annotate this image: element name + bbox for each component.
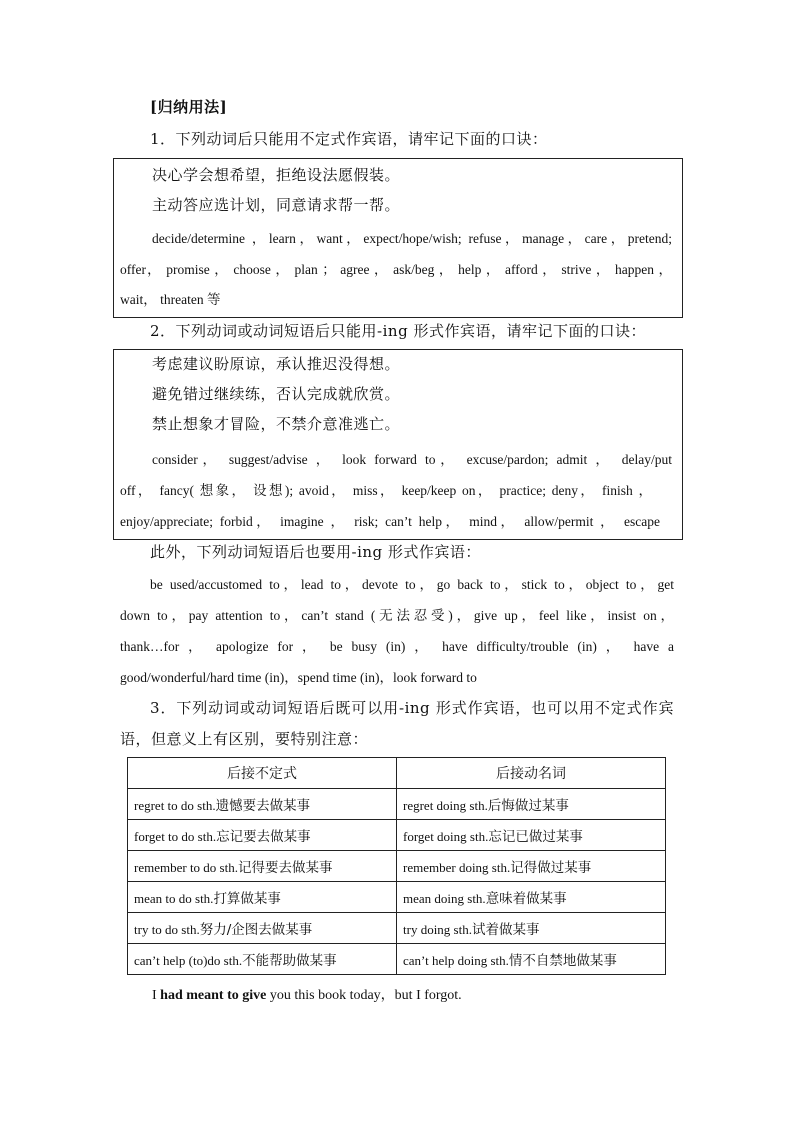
- mnemonic-line: 避免错过继续练，否认完成就欣赏。: [152, 385, 401, 403]
- table-cell: remember to do sth.记得要去做某事: [128, 851, 397, 882]
- verb-list-line: consider， suggest/advise ， look forward to， excuse/pardon; admit ， delay/put: [152, 452, 672, 467]
- section2-title: 2．下列动词或动词短语后只能用-ing 形式作宾语，请牢记下面的口诀：: [150, 322, 646, 340]
- mnemonic-line: 决心学会想希望，拒绝设法愿假装。: [152, 166, 401, 184]
- table-row: [128, 789, 666, 820]
- table-cell: mean doing sth.意味着做某事: [397, 882, 666, 913]
- table-header-infinitive: 后接不定式: [128, 758, 397, 789]
- section1-box: [113, 158, 683, 318]
- table-cell: remember doing sth.记得做过某事: [397, 851, 666, 882]
- comparison-table: [127, 757, 666, 975]
- table-header-gerund: 后接动名词: [397, 758, 666, 789]
- example-highlight: had meant to give: [160, 988, 267, 1003]
- example-sentence: I had meant to give you this book today，but I forgot.: [152, 988, 462, 1003]
- section1-title: 1．下列动词后只能用不定式作宾语，请牢记下面的口诀：: [150, 130, 548, 148]
- table-cell: forget to do sth.忘记要去做某事: [128, 820, 397, 851]
- table-row: [128, 882, 666, 913]
- table-cell: regret to do sth.遗憾要去做某事: [128, 789, 397, 820]
- verb-list-line: offer， promise ， choose ， plan ； agree ， ask/beg ， help ， afford ， strive ， happen ，: [120, 262, 672, 277]
- table-cell: can’t help doing sth.情不自禁地做某事: [397, 944, 666, 975]
- table-cell: regret doing sth.后悔做过某事: [397, 789, 666, 820]
- table-row: [128, 851, 666, 882]
- extra-line: good/wonderful/hard time (in)，spend time (in)，look forward to: [120, 670, 477, 685]
- extra-line: be used/accustomed to，lead to，devote to，go back to，stick to，object to，get: [150, 577, 674, 592]
- table-row: [128, 944, 666, 975]
- table-cell: mean to do sth.打算做某事: [128, 882, 397, 913]
- section3-title: 3．下列动词或动词短语后既可以用-ing 形式作宾语，也可以用不定式作宾: [150, 699, 674, 717]
- section-heading: [归纳用法]: [150, 98, 228, 116]
- extra-intro: 此外，下列动词短语后也要用-ing 形式作宾语：: [150, 543, 481, 561]
- verb-list-line: wait， threaten 等: [120, 292, 221, 307]
- verb-list-line: off， fancy( 想象， 设想); avoid， miss， keep/keep on， practice; deny， finish ，: [120, 483, 652, 498]
- verb-list-line: enjoy/appreciate; forbid， imagine ， risk; can’t help， mind， allow/permit ， escape: [120, 514, 660, 529]
- table-cell: try to do sth.努力/企图去做某事: [128, 913, 397, 944]
- table-cell: can’t help (to)do sth.不能帮助做某事: [128, 944, 397, 975]
- table-row: [128, 913, 666, 944]
- table-cell: try doing sth.试着做某事: [397, 913, 666, 944]
- mnemonic-line: 禁止想象才冒险，不禁介意准逃亡。: [152, 415, 401, 433]
- mnemonic-line: 考虑建议盼原谅，承认推迟没得想。: [152, 355, 401, 373]
- mnemonic-line: 主动答应选计划，同意请求帮一帮。: [152, 196, 401, 214]
- table-header-row: [128, 758, 666, 789]
- section3-title-cont: 语，但意义上有区别，要特别注意：: [120, 730, 369, 748]
- table-cell: forget doing sth.忘记已做过某事: [397, 820, 666, 851]
- extra-line: down to，pay attention to，can’t stand (无法忍受)，give up，feel like，insist on，: [120, 608, 674, 623]
- section2-box: [113, 349, 683, 540]
- verb-list-line: decide/determine ，learn，want，expect/hope/wish; refuse，manage，care，pretend;: [152, 231, 672, 246]
- extra-line: thank…for ， apologize for ， be busy (in) ， have difficulty/trouble (in) ， have a: [120, 639, 674, 654]
- table-row: [128, 820, 666, 851]
